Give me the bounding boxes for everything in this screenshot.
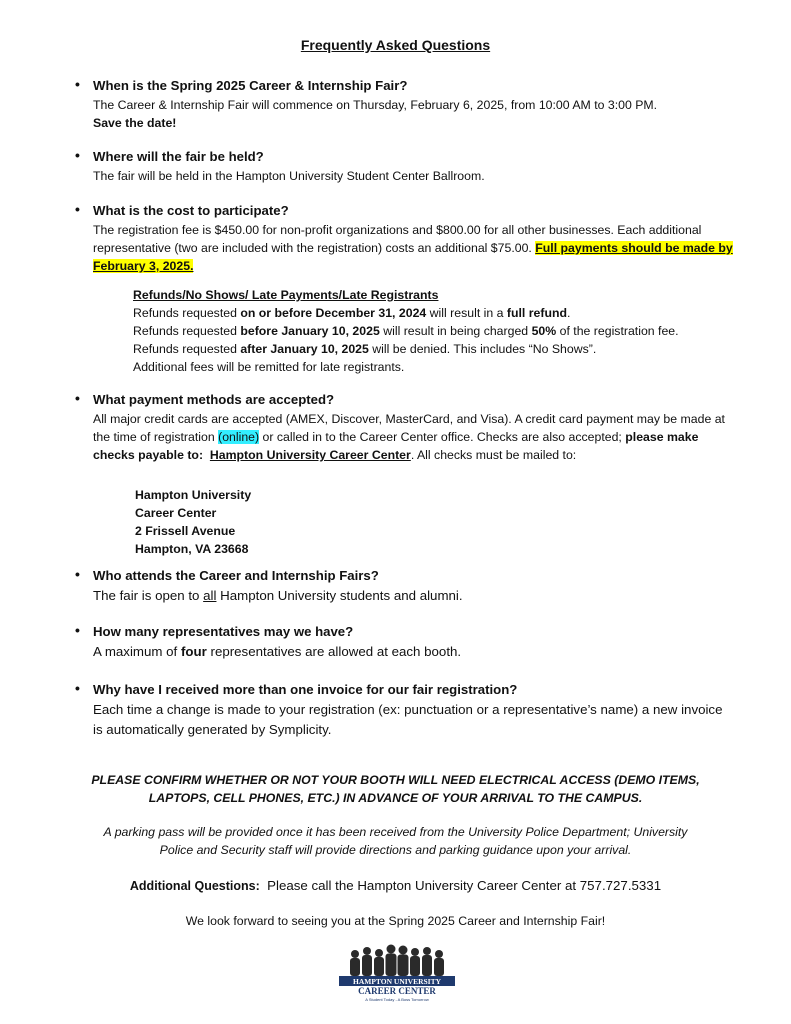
payment-deadline-highlight: Full payments should be made by February 3, 2025. [93,241,733,273]
faq-answer: The fair is open to all Hampton University students and alumni. [93,588,463,603]
faq-question: • Who attends the Career and Internship Fairs? [93,566,733,585]
refunds-policy [133,286,733,376]
faq-answer: The fair will be held in the Hampton University Student Center Ballroom. [93,169,485,183]
faq-item-payment [93,390,733,464]
payee-name: Hampton University Career Center [209,448,411,462]
faq-answer: All major credit cards are accepted (AMEX, Discover, MasterCard, and Visa). A credit card payment may be made at the time of registration (online) or called in to the Career Center office. Checks are also accepted; please make checks payable to: Hampton University Career Center. All checks must be mailed to: [93,412,725,462]
faq-answer: A maximum of four representatives are allowed at each booth. [93,644,462,659]
faq-question: • What payment methods are accepted? [93,390,733,409]
faq-question: • What is the cost to participate? [93,201,733,220]
svg-text:A Student Today - A Boss Tomor: A Student Today - A Boss Tomorrow [365,997,429,1002]
electrical-access-notice: PLEASE CONFIRM WHETHER OR NOT YOUR BOOTH WILL NEED ELECTRICAL ACCESS (DEMO ITEMS, LAPTOPS, CELL PHONES, ETC.) IN ADVANCE OF YOUR ARRIVAL TO THE CAMPUS. [91,773,700,805]
page-title: Frequently Asked Questions [300,37,491,53]
online-registration-link[interactable]: (online) [218,430,260,444]
faq-item-date [93,76,733,132]
svg-text:CAREER CENTER: CAREER CENTER [358,986,436,996]
faq-question: • When is the Spring 2025 Career & Internship Fair? [93,76,733,95]
faq-answer: The registration fee is $450.00 for non-profit organizations and $800.00 for all other businesses. Each additional representative (two are included with the registration) costs an additional $75.00. Full payments should be made by February 3, 2025. [93,223,733,273]
faq-item-cost [93,201,733,275]
refunds-heading: Refunds/No Shows/ Late Payments/Late Registrants [133,288,439,302]
faq-question: • Why have I received more than one invoice for our fair registration? [93,680,733,699]
mailing-address: Hampton University Career Center 2 Frissell Avenue Hampton, VA 23668 [135,488,252,556]
refund-line-partial: Refunds requested before January 10, 2025 will result in being charged 50% of the registration fee. [133,324,679,338]
faq-item-location [93,147,733,185]
svg-text:HAMPTON UNIVERSITY: HAMPTON UNIVERSITY [353,977,441,986]
closing-line: We look forward to seeing you at the Spring 2025 Career and Internship Fair! [185,914,606,928]
faq-item-representatives [93,622,733,662]
faq-item-attendees [93,566,733,606]
faq-answer: Each time a change is made to your registration (ex: punctuation or a representative’s name) a new invoice is automatically generated by Symplicity. [93,702,723,737]
additional-questions: Additional Questions: Please call the Hampton University Career Center at 757.727.5331 [129,878,662,893]
hampton-career-center-logo [335,942,459,1004]
crowd-silhouette-icon [350,945,444,977]
refund-line-full: Refunds requested on or before December 31, 2024 will result in a full refund. [133,306,571,320]
parking-note: A parking pass will be provided once it has been received from the University Police Department; University Police and Security staff will provide directions and parking guidance upon your arrival. [103,825,688,857]
faq-answer: The Career & Internship Fair will commence on Thursday, February 6, 2025, from 10:00 AM to 3:00 PM. Save the date! [93,98,658,130]
refund-line-denied: Refunds requested after January 10, 2025 will be denied. This includes “No Shows”. [133,342,597,356]
refund-line-late-fees: Additional fees will be remitted for late registrants. [133,360,405,374]
logo-graphic [335,942,459,1004]
faq-question: • How many representatives may we have? [93,622,733,641]
faq-item-invoices [93,680,733,740]
faq-question: • Where will the fair be held? [93,147,733,166]
